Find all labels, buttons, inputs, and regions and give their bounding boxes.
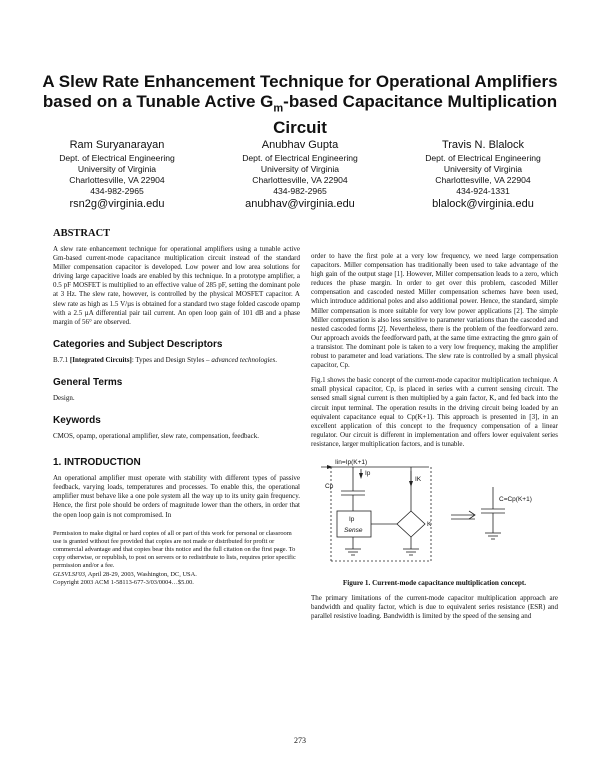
ip-arrow-label: Ip xyxy=(365,469,371,477)
intro-heading: 1. INTRODUCTION xyxy=(53,457,141,469)
ik-label: IK xyxy=(415,475,422,483)
author-univ: University of Virginia xyxy=(260,164,340,174)
author-2 xyxy=(215,138,385,212)
categories-heading: Categories and Subject Descriptors xyxy=(53,338,223,350)
permission-notice xyxy=(53,530,300,587)
body-paragraph-3: The primary limitations of the current-mode capacitor multiplication approach are bandwidth and quality factor, which is due to equivalent series resistance (ESR) and parallel resistive loading. Bandwidth is limited by the speed of the sensing and xyxy=(311,593,558,621)
author-city: Charlottesville, VA 22904 xyxy=(252,175,348,185)
permission-text: Permission to make digital or hard copies of all or part of this work for personal or classroom use is granted without fee provided that copies are not made or distributed for profit or commercial advantage and that copies bear this notice and the full citation on the first page. To copy otherwise, or republish, to post on servers or to redistribute to lists, requires prior specific permission and/or a fee. xyxy=(53,529,296,570)
author-dept: Dept. of Electrical Engineering xyxy=(59,153,175,163)
keywords-text: CMOS, opamp, operational amplifier, slew rate, compensation, feedback. xyxy=(53,432,259,441)
conference-line: GLSVLSI'03, April 28-29, 2003, Washington, DC, USA. xyxy=(53,570,197,578)
input-arrowhead xyxy=(327,465,333,469)
author-email[interactable]: rsn2g@virginia.edu xyxy=(69,198,165,210)
abstract-heading: ABSTRACT xyxy=(53,228,111,239)
author-dept: Dept. of Electrical Engineering xyxy=(242,153,358,163)
categories-text: B.7.1 [Integrated Circuits]: Types and Design Styles – advanced technologies. xyxy=(53,355,278,364)
ceq-label: C=Cp(K+1) xyxy=(499,495,532,503)
body-paragraph-1: order to have the first pole at a very low frequency, we need large compensation capacitors. Miller compensation has traditionally been used to take advantage of the high gain of the output stage [1]. However, Miller compensation leads to a zero, which reduces the phase margin. In order to get over this problem, cascoded Miller compensation and cascoded nested Miller compensation schemes have been used, which introduce additional poles and also additional power. Hence, the standard, simple Miller compensation is more suitable for very low power applications [2]. The simple Miller compensation is also less sensitive to parameter variations than the cascoded and nested cascoded forms [2]. Nevertheless, there is the problem of the feedforward zero. Our approach avoids the feedforward path, at the same time extracting the gmro gain of a transistor. The dominant pole is taken to a very low frequency, making the amplifier robust to parameter and load variations. The slew rate is controlled by a small physical capacitor, Cp. xyxy=(311,252,558,370)
abstract-text: A slew rate enhancement technique for operational amplifiers using a tunable active Gm-based current-mode capacitance multiplication circuit instead of the standard Miller compensation capacitor is developed. Low power and low area solutions for driving large capacitive loads are enabled by this technique. In a prototype amplifier, a 0.5 pF MOSFET is multiplied to an effective value of 285 pF, setting the dominant pole at 3 Hz. The slew rate, however, is controlled by the physical MOSFET capacitor. A slew rate as high as 1.5 V/µs is obtained for a standard two stage folded cascode opamp with a 2.5 µA differential pair tail current. An open loop gain of 101 dB and a phase margin of 56° are observed. xyxy=(53,245,300,326)
author-univ: University of Virginia xyxy=(77,164,157,174)
figure-caption: Figure 1. Current-mode capacitance multiplication concept. xyxy=(342,578,527,587)
author-phone: 434-924-1331 xyxy=(456,186,510,196)
iin-label: Iin=Ip(K+1) xyxy=(335,458,368,466)
author-univ: University of Virginia xyxy=(443,164,523,174)
author-phone: 434-982-2965 xyxy=(273,186,327,196)
author-name: Travis N. Blalock xyxy=(441,139,525,151)
right-column xyxy=(311,252,558,627)
k-label: K xyxy=(427,520,432,528)
author-1 xyxy=(32,138,202,212)
author-city: Charlottesville, VA 22904 xyxy=(69,175,165,185)
author-name: Ram Suryanarayan xyxy=(69,139,165,151)
keywords-heading: Keywords xyxy=(53,415,101,427)
intro-text: An operational amplifier must operate with stability with different types of passive feedback, varying loads, temperatures and processes. To enable this, the operational amplifier must behave like a one pole system all the way up to its unity gain frequency. Hence, the first pole should be orders of magnitude lower than the others, in order that the open loop gain is not compromised. In xyxy=(53,474,300,519)
author-name: Anubhav Gupta xyxy=(261,139,339,151)
author-email[interactable]: anubhav@virginia.edu xyxy=(245,198,355,210)
sense-label: Sense xyxy=(344,526,363,534)
author-email[interactable]: blalock@virginia.edu xyxy=(432,198,534,210)
sense-ip-label: Ip xyxy=(349,515,355,523)
figure-1 xyxy=(311,457,558,575)
left-column xyxy=(53,228,300,587)
author-phone: 434-982-2965 xyxy=(90,186,144,196)
paper-title: A Slew Rate Enhancement Technique for Operational Amplifiers based on a Tunable Active $G_m$-based Capacitance Multiplication Circuit xyxy=(42,72,558,138)
k-source-diamond xyxy=(397,511,425,537)
author-dept: Dept. of Electrical Engineering xyxy=(425,153,541,163)
author-block xyxy=(32,138,568,212)
author-3 xyxy=(398,138,568,212)
circuit-diagram xyxy=(311,457,558,575)
general-terms-text: Design. xyxy=(53,393,75,402)
cp-label: Cp xyxy=(325,482,334,490)
body-paragraph-2: Fig.1 shows the basic concept of the current-mode capacitor multiplication technique. A small physical capacitor, Cp, is placed in series with a current sensing circuit. The sensed small signal current is then multiplied by a gain factor, K, and fed back into the circuit input terminal. The operation results in the driving circuit being loaded by an equivalent capacitance equal to Cp(K+1). This approach is presented in [3], in an excellent application of this concept to the frequency compensation of a linear regulator. Our circuit is different in implementation and offers lower equivalent series resistance, larger multiplication factors, and is tunable. xyxy=(311,376,558,448)
general-terms-heading: General Terms xyxy=(53,376,123,388)
page-number: 273 xyxy=(294,736,306,745)
copyright-line: Copyright 2003 ACM 1-58113-677-3/03/0004…$5.00. xyxy=(53,578,194,586)
author-city: Charlottesville, VA 22904 xyxy=(435,175,531,185)
